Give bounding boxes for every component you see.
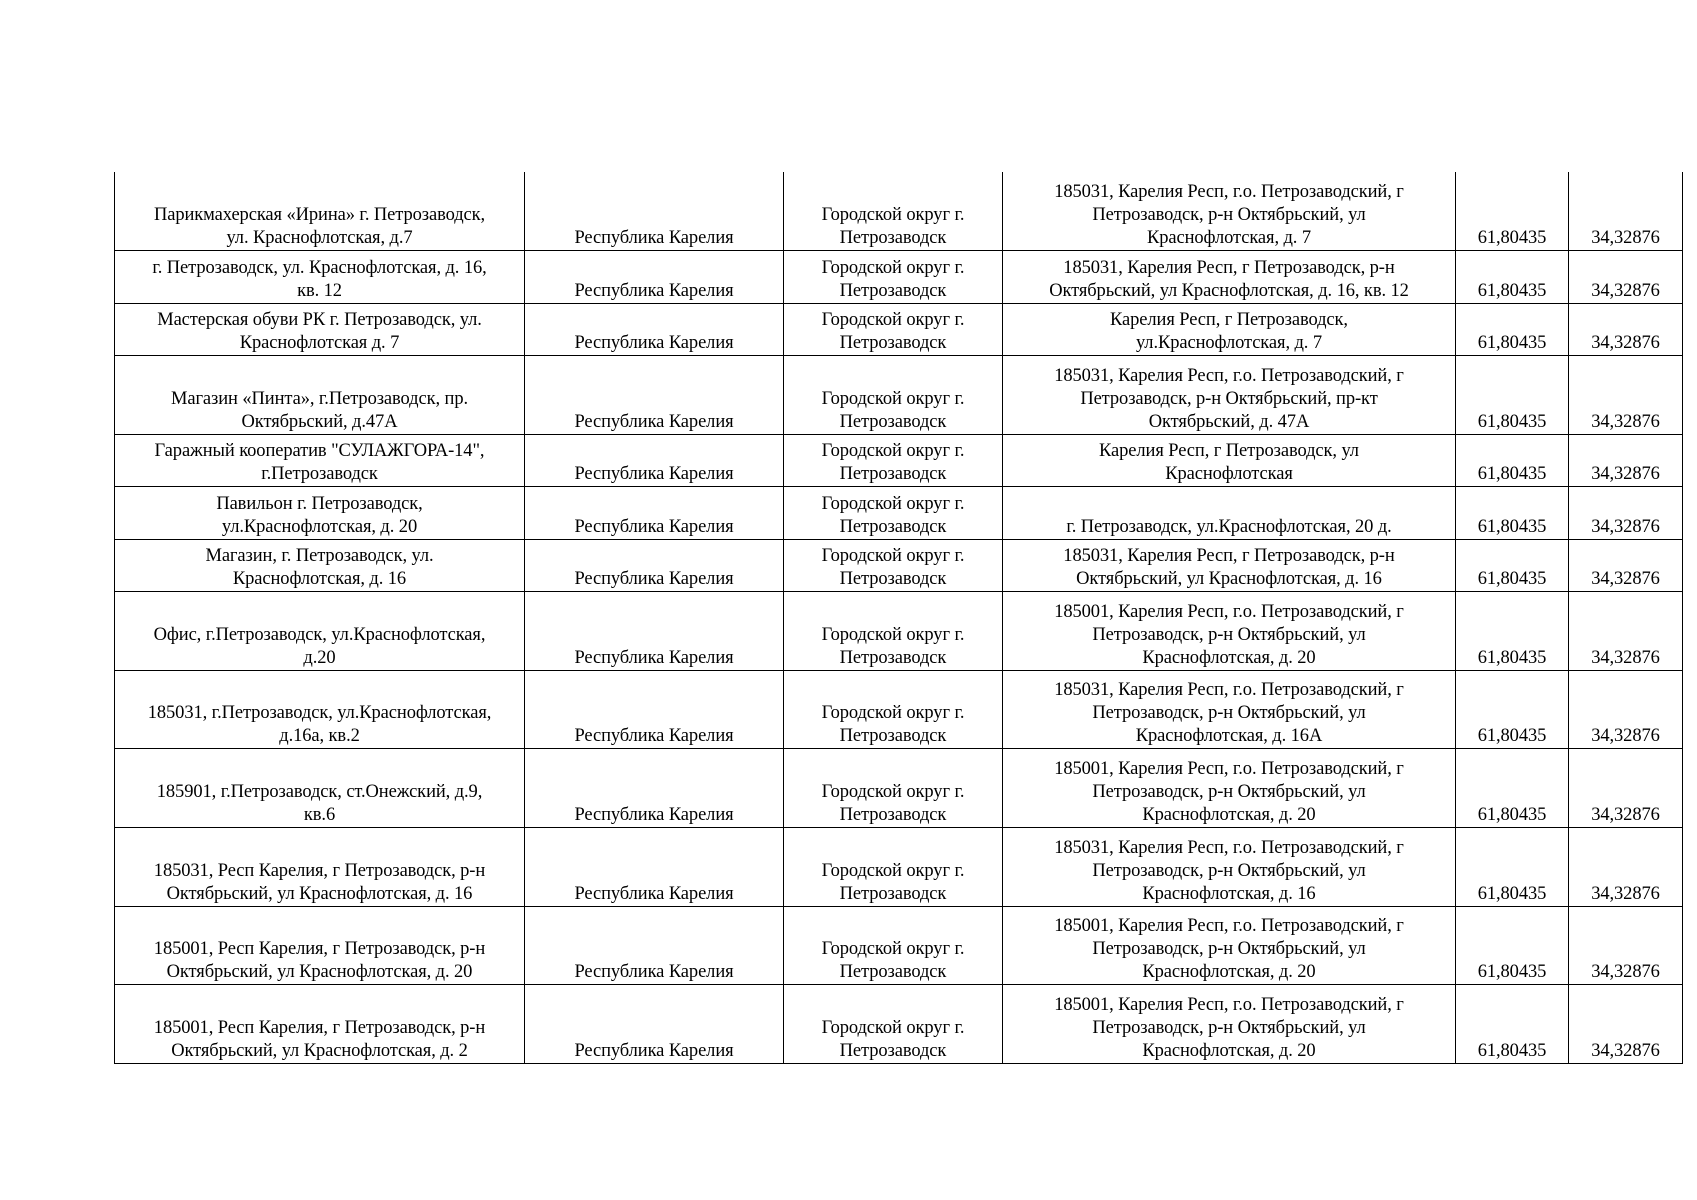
region-cell: Республика Карелия bbox=[525, 303, 784, 355]
region-cell: Республика Карелия bbox=[525, 827, 784, 906]
longitude-cell: 34,32876 bbox=[1569, 591, 1683, 670]
address-cell: 185031, Карелия Респ, г.о. Петрозаводский, г Петрозаводск, р-н Октябрьский, пр-кт Октябрьский, д. 47А bbox=[1003, 355, 1456, 434]
address-cell: Карелия Респ, г Петрозаводск, ул.Краснофлотская, д. 7 bbox=[1003, 303, 1456, 355]
municipality-cell: Городской округ г. Петрозаводск bbox=[784, 434, 1003, 486]
latitude-cell: 61,80435 bbox=[1456, 434, 1569, 486]
region-cell: Республика Карелия bbox=[525, 906, 784, 984]
objects-table bbox=[114, 172, 1683, 1064]
object-name-cell: 185001, Респ Карелия, г Петрозаводск, р-н Октябрьский, ул Краснофлотская, д. 20 bbox=[115, 906, 525, 984]
longitude-cell: 34,32876 bbox=[1569, 250, 1683, 303]
table-row bbox=[115, 434, 1683, 486]
latitude-cell: 61,80435 bbox=[1456, 984, 1569, 1063]
latitude-cell: 61,80435 bbox=[1456, 670, 1569, 748]
longitude-cell: 34,32876 bbox=[1569, 906, 1683, 984]
address-cell: 185001, Карелия Респ, г.о. Петрозаводский, г Петрозаводск, р-н Октябрьский, ул Краснофлотская, д. 20 bbox=[1003, 748, 1456, 827]
longitude-cell: 34,32876 bbox=[1569, 827, 1683, 906]
latitude-cell: 61,80435 bbox=[1456, 906, 1569, 984]
municipality-cell: Городской округ г. Петрозаводск bbox=[784, 486, 1003, 539]
region-cell: Республика Карелия bbox=[525, 748, 784, 827]
object-name-cell: 185031, г.Петрозаводск, ул.Краснофлотская, д.16а, кв.2 bbox=[115, 670, 525, 748]
object-name-cell: Павильон г. Петрозаводск, ул.Краснофлотская, д. 20 bbox=[115, 486, 525, 539]
latitude-cell: 61,80435 bbox=[1456, 539, 1569, 591]
table-row bbox=[115, 355, 1683, 434]
object-name-cell: Парикмахерская «Ирина» г. Петрозаводск, ул. Краснофлотская, д.7 bbox=[115, 172, 525, 250]
region-cell: Республика Карелия bbox=[525, 984, 784, 1063]
address-cell: г. Петрозаводск, ул.Краснофлотская, 20 д. bbox=[1003, 486, 1456, 539]
address-cell: 185031, Карелия Респ, г.о. Петрозаводский, г Петрозаводск, р-н Октябрьский, ул Краснофлотская, д. 16 bbox=[1003, 827, 1456, 906]
address-cell: 185031, Карелия Респ, г Петрозаводск, р-н Октябрьский, ул Краснофлотская, д. 16 bbox=[1003, 539, 1456, 591]
address-cell: 185001, Карелия Респ, г.о. Петрозаводский, г Петрозаводск, р-н Октябрьский, ул Краснофлотская, д. 20 bbox=[1003, 906, 1456, 984]
table-row bbox=[115, 172, 1683, 250]
latitude-cell: 61,80435 bbox=[1456, 591, 1569, 670]
municipality-cell: Городской округ г. Петрозаводск bbox=[784, 827, 1003, 906]
region-cell: Республика Карелия bbox=[525, 486, 784, 539]
address-cell: 185031, Карелия Респ, г.о. Петрозаводский, г Петрозаводск, р-н Октябрьский, ул Краснофлотская, д. 16А bbox=[1003, 670, 1456, 748]
objects-table-body bbox=[115, 172, 1683, 1063]
latitude-cell: 61,80435 bbox=[1456, 172, 1569, 250]
region-cell: Республика Карелия bbox=[525, 591, 784, 670]
object-name-cell: г. Петрозаводск, ул. Краснофлотская, д. 16, кв. 12 bbox=[115, 250, 525, 303]
latitude-cell: 61,80435 bbox=[1456, 303, 1569, 355]
table-row bbox=[115, 670, 1683, 748]
object-name-cell: 185031, Респ Карелия, г Петрозаводск, р-н Октябрьский, ул Краснофлотская, д. 16 bbox=[115, 827, 525, 906]
longitude-cell: 34,32876 bbox=[1569, 670, 1683, 748]
municipality-cell: Городской округ г. Петрозаводск bbox=[784, 591, 1003, 670]
municipality-cell: Городской округ г. Петрозаводск bbox=[784, 906, 1003, 984]
municipality-cell: Городской округ г. Петрозаводск bbox=[784, 539, 1003, 591]
latitude-cell: 61,80435 bbox=[1456, 827, 1569, 906]
longitude-cell: 34,32876 bbox=[1569, 303, 1683, 355]
region-cell: Республика Карелия bbox=[525, 539, 784, 591]
region-cell: Республика Карелия bbox=[525, 670, 784, 748]
table-row bbox=[115, 250, 1683, 303]
table-row bbox=[115, 591, 1683, 670]
longitude-cell: 34,32876 bbox=[1569, 434, 1683, 486]
municipality-cell: Городской округ г. Петрозаводск bbox=[784, 984, 1003, 1063]
municipality-cell: Городской округ г. Петрозаводск bbox=[784, 303, 1003, 355]
longitude-cell: 34,32876 bbox=[1569, 172, 1683, 250]
table-row bbox=[115, 486, 1683, 539]
address-cell: 185031, Карелия Респ, г Петрозаводск, р-н Октябрьский, ул Краснофлотская, д. 16, кв. 12 bbox=[1003, 250, 1456, 303]
object-name-cell: Магазин, г. Петрозаводск, ул. Краснофлотская, д. 16 bbox=[115, 539, 525, 591]
object-name-cell: Офис, г.Петрозаводск, ул.Краснофлотская, д.20 bbox=[115, 591, 525, 670]
object-name-cell: Мастерская обуви РК г. Петрозаводск, ул. Краснофлотская д. 7 bbox=[115, 303, 525, 355]
region-cell: Республика Карелия bbox=[525, 434, 784, 486]
address-cell: Карелия Респ, г Петрозаводск, ул Краснофлотская bbox=[1003, 434, 1456, 486]
region-cell: Республика Карелия bbox=[525, 172, 784, 250]
object-name-cell: 185001, Респ Карелия, г Петрозаводск, р-н Октябрьский, ул Краснофлотская, д. 2 bbox=[115, 984, 525, 1063]
latitude-cell: 61,80435 bbox=[1456, 250, 1569, 303]
object-name-cell: Магазин «Пинта», г.Петрозаводск, пр. Октябрьский, д.47А bbox=[115, 355, 525, 434]
address-cell: 185001, Карелия Респ, г.о. Петрозаводский, г Петрозаводск, р-н Октябрьский, ул Краснофлотская, д. 20 bbox=[1003, 591, 1456, 670]
latitude-cell: 61,80435 bbox=[1456, 486, 1569, 539]
municipality-cell: Городской округ г. Петрозаводск bbox=[784, 250, 1003, 303]
region-cell: Республика Карелия bbox=[525, 250, 784, 303]
municipality-cell: Городской округ г. Петрозаводск bbox=[784, 748, 1003, 827]
table-row bbox=[115, 748, 1683, 827]
region-cell: Республика Карелия bbox=[525, 355, 784, 434]
object-name-cell: 185901, г.Петрозаводск, ст.Онежский, д.9, кв.6 bbox=[115, 748, 525, 827]
table-row bbox=[115, 984, 1683, 1063]
longitude-cell: 34,32876 bbox=[1569, 539, 1683, 591]
municipality-cell: Городской округ г. Петрозаводск bbox=[784, 172, 1003, 250]
table-row bbox=[115, 906, 1683, 984]
table-row bbox=[115, 539, 1683, 591]
longitude-cell: 34,32876 bbox=[1569, 486, 1683, 539]
address-cell: 185001, Карелия Респ, г.о. Петрозаводский, г Петрозаводск, р-н Октябрьский, ул Краснофлотская, д. 20 bbox=[1003, 984, 1456, 1063]
table-row bbox=[115, 827, 1683, 906]
address-cell: 185031, Карелия Респ, г.о. Петрозаводский, г Петрозаводск, р-н Октябрьский, ул Краснофлотская, д. 7 bbox=[1003, 172, 1456, 250]
longitude-cell: 34,32876 bbox=[1569, 984, 1683, 1063]
object-name-cell: Гаражный кооператив "СУЛАЖГОРА-14", г.Петрозаводск bbox=[115, 434, 525, 486]
municipality-cell: Городской округ г. Петрозаводск bbox=[784, 670, 1003, 748]
table-row bbox=[115, 303, 1683, 355]
municipality-cell: Городской округ г. Петрозаводск bbox=[784, 355, 1003, 434]
latitude-cell: 61,80435 bbox=[1456, 355, 1569, 434]
longitude-cell: 34,32876 bbox=[1569, 748, 1683, 827]
longitude-cell: 34,32876 bbox=[1569, 355, 1683, 434]
latitude-cell: 61,80435 bbox=[1456, 748, 1569, 827]
